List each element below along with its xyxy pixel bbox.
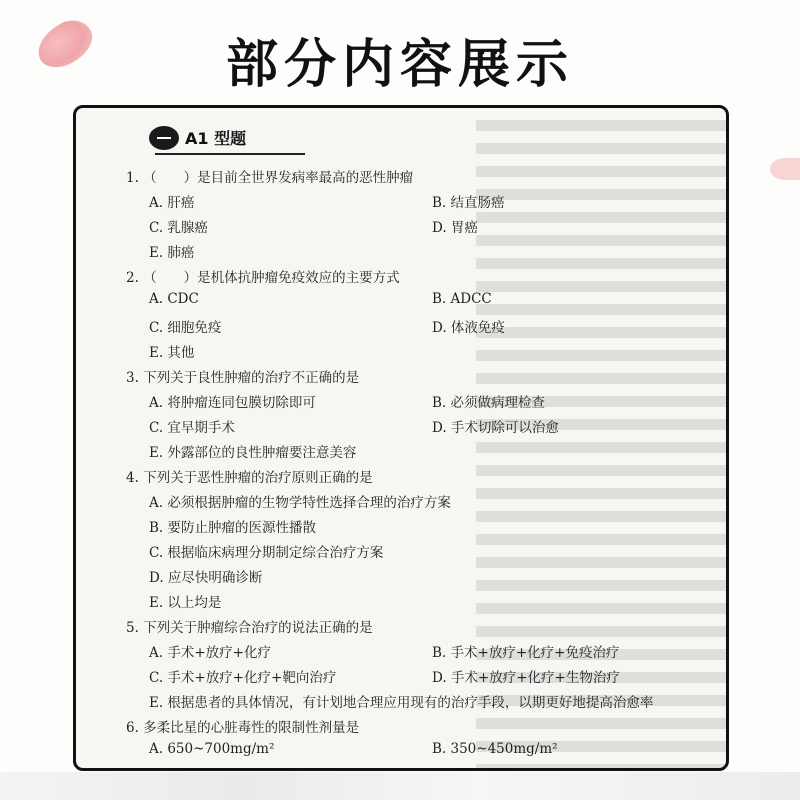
question-option: A. 肝癌: [149, 195, 195, 211]
question-option: C. 手术+放疗+化疗+靶向治疗: [149, 670, 337, 686]
question-stem: 4. 下列关于恶性肿瘤的治疗原则正确的是: [126, 470, 373, 486]
question-option: A. 手术+放疗+化疗: [149, 645, 271, 661]
question-list: [76, 108, 726, 768]
question-stem: 6. 多柔比星的心脏毒性的限制性剂量是: [126, 720, 360, 736]
question-option: D. 手术切除可以治愈: [432, 420, 559, 436]
question-option: A. 650~700mg/m²: [149, 741, 275, 757]
question-option: B. 350~450mg/m²: [432, 741, 558, 757]
question-stem: 1. （ ）是目前全世界发病率最高的恶性肿瘤: [126, 170, 414, 186]
question-stem: 5. 下列关于肿瘤综合治疗的说法正确的是: [126, 620, 373, 636]
question-option: B. 要防止肿瘤的医源性播散: [149, 520, 317, 536]
question-option: E. 其他: [149, 345, 195, 361]
document-page: [73, 105, 729, 771]
question-option: C. 根据临床病理分期制定综合治疗方案: [149, 545, 384, 561]
question-option: C. 细胞免疫: [149, 320, 222, 336]
question-option: B. 结直肠癌: [432, 195, 505, 211]
question-option: E. 根据患者的具体情况，有计划地合理应用现有的治疗手段，以期更好地提高治愈率: [149, 695, 654, 711]
question-stem: 3. 下列关于良性肿瘤的治疗不正确的是: [126, 370, 360, 386]
question-option: A. 必须根据肿瘤的生物学特性选择合理的治疗方案: [149, 495, 451, 511]
section-title: A1 型题: [185, 129, 247, 148]
question-option: E. 肺癌: [149, 245, 195, 261]
question-option: C. 乳腺癌: [149, 220, 208, 236]
question-option: B. ADCC: [432, 291, 492, 307]
question-option: A. CDC: [149, 291, 199, 307]
question-stem: 2. （ ）是机体抗肿瘤免疫效应的主要方式: [126, 270, 400, 286]
question-option: E. 外露部位的良性肿瘤要注意美容: [149, 445, 357, 461]
question-option: B. 必须做病理检查: [432, 395, 546, 411]
bottom-decoration: [0, 772, 800, 800]
question-option: D. 体液免疫: [432, 320, 505, 336]
page-title: 部分内容展示: [225, 35, 574, 95]
question-option: D. 胃癌: [432, 220, 478, 236]
question-option: B. 手术+放疗+化疗+免疫治疗: [432, 645, 620, 661]
question-option: E. 以上均是: [149, 595, 222, 611]
question-option: D. 手术+放疗+化疗+生物治疗: [432, 670, 620, 686]
question-option: D. 应尽快明确诊断: [149, 570, 263, 586]
petal-decoration-right: [770, 158, 800, 180]
question-option: C. 宜早期手术: [149, 420, 235, 436]
question-option: A. 将肿瘤连同包膜切除即可: [149, 395, 316, 411]
